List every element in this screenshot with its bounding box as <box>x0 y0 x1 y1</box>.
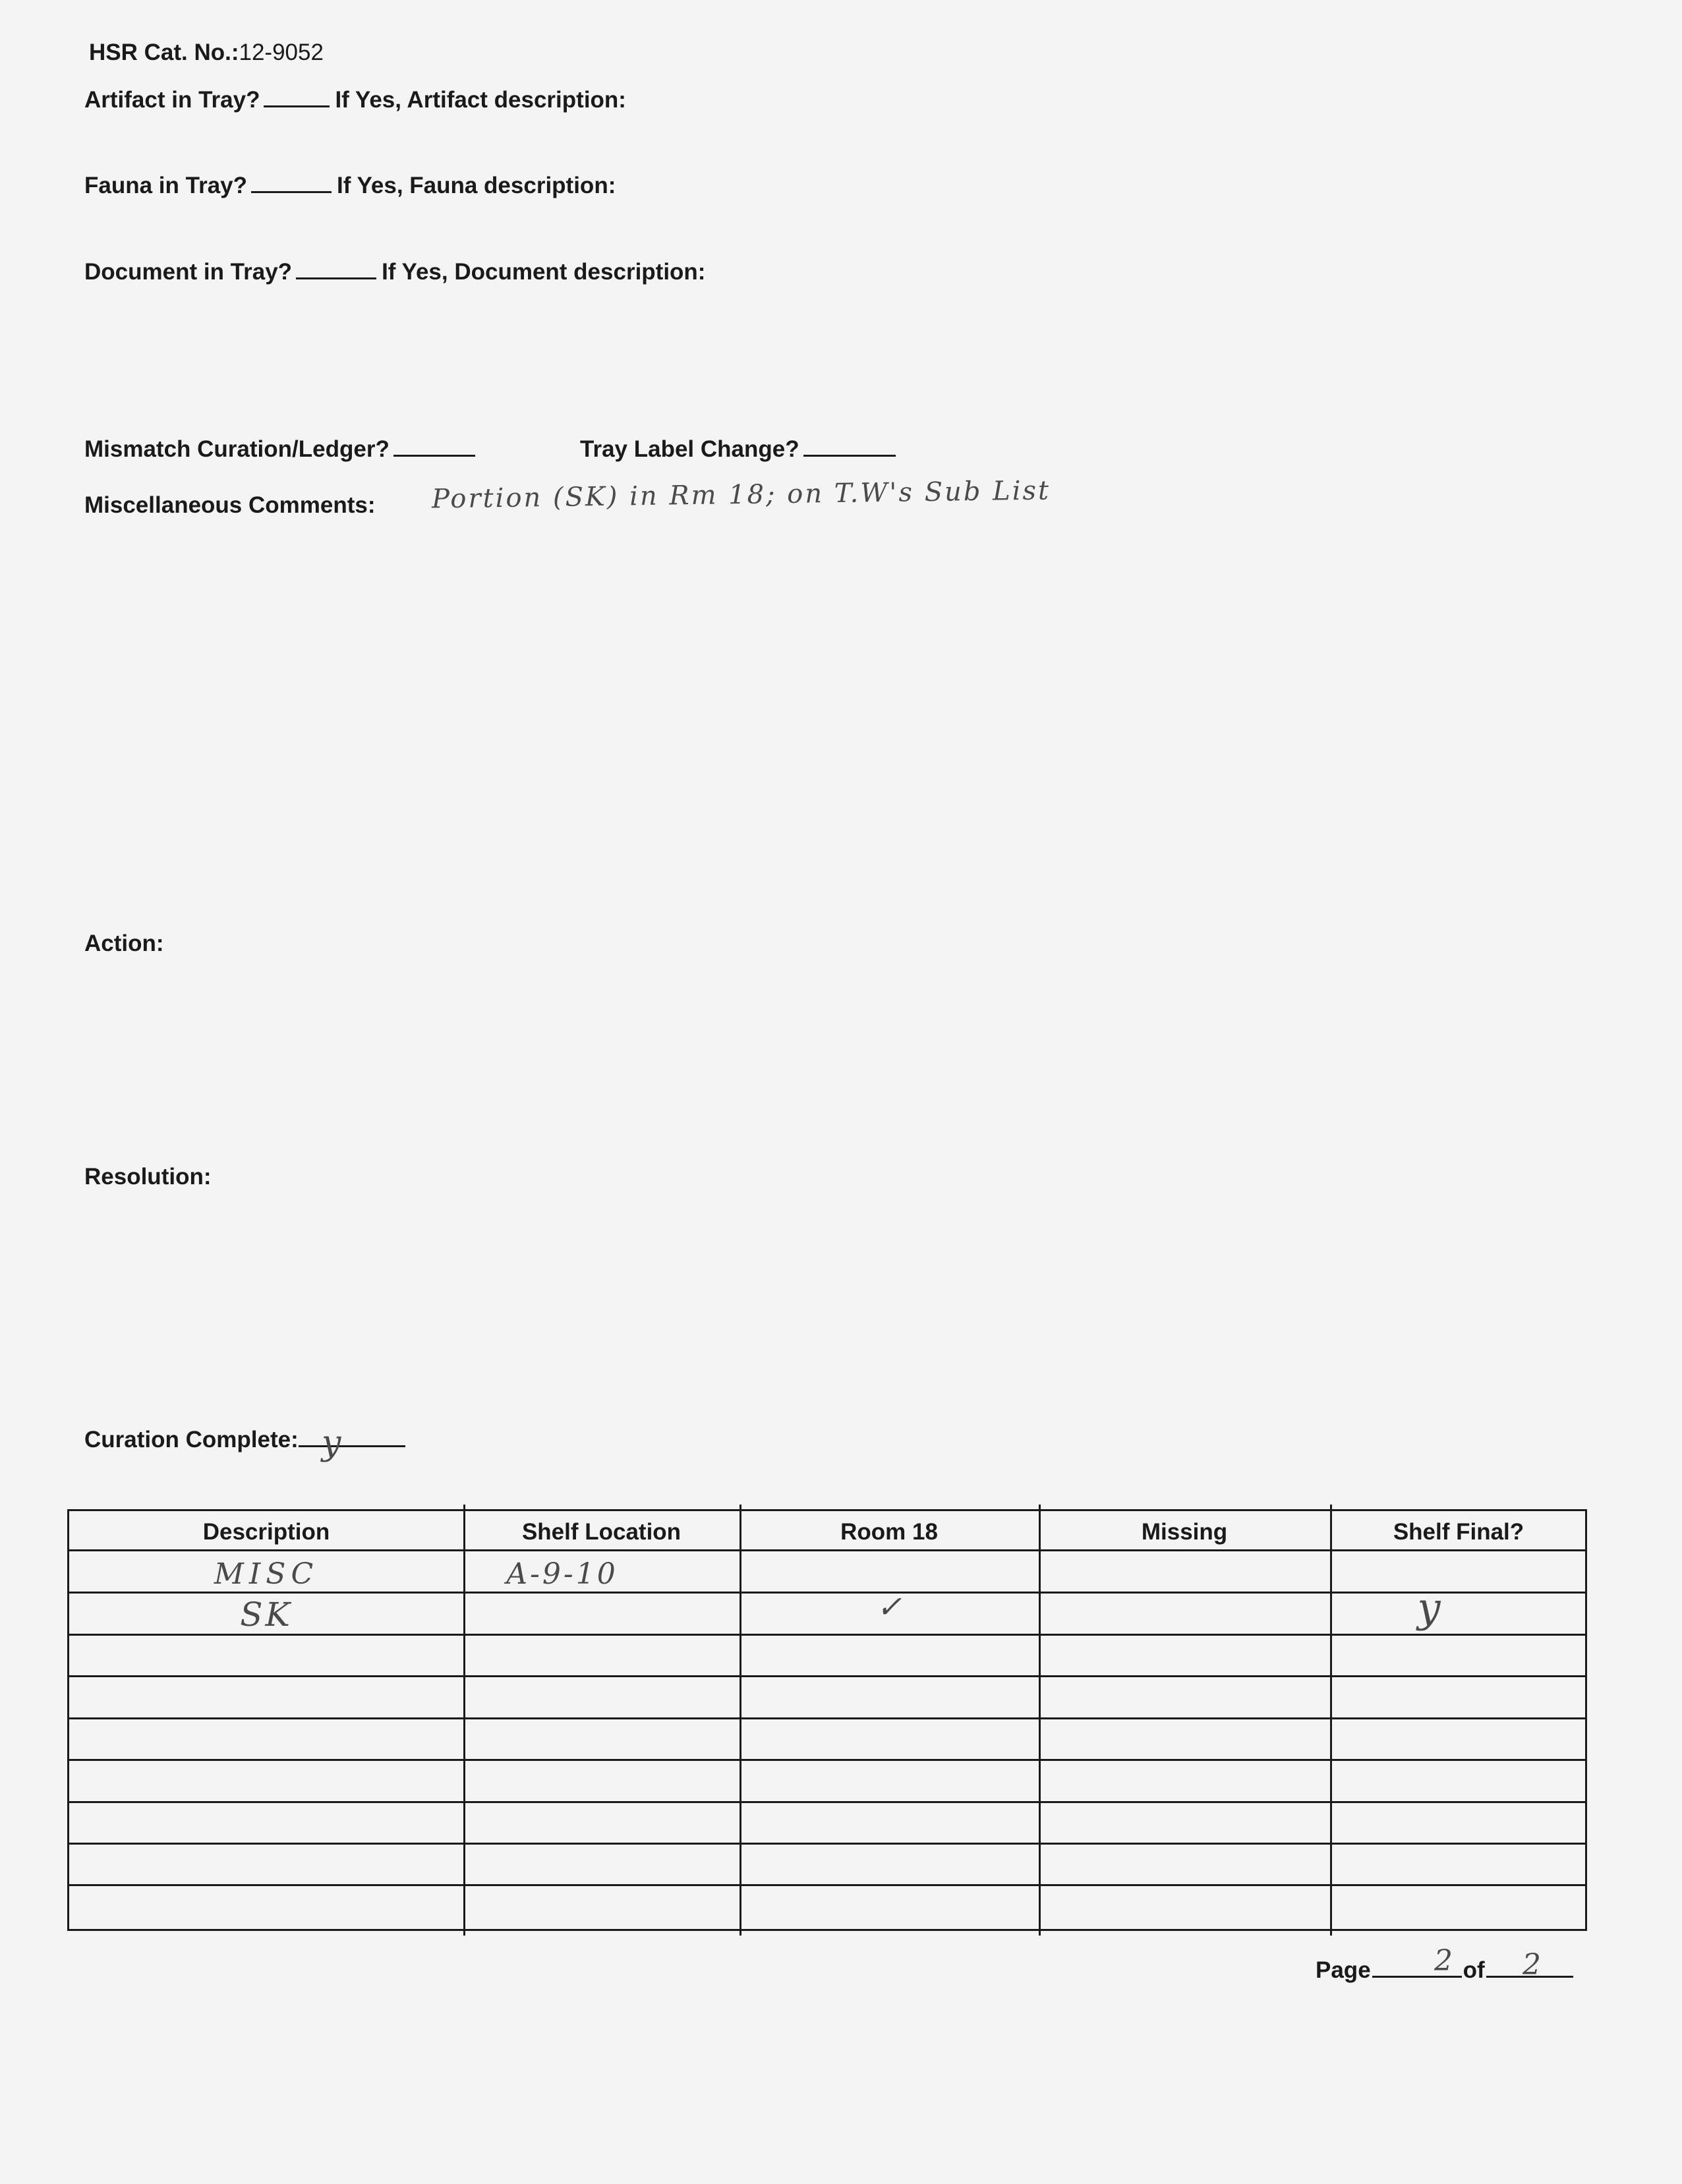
header-room-18: Room 18 <box>840 1519 938 1545</box>
row2-shelf-final: y <box>1417 1584 1441 1632</box>
comments-label: Miscellaneous Comments: <box>84 492 376 518</box>
table-column-divider <box>1330 1505 1332 1936</box>
curation-complete-value: y <box>322 1423 341 1463</box>
comments-handwritten: Portion (SK) in Rm 18; on T.W's Sub List <box>431 475 1051 515</box>
row1-shelf-location: A-9-10 <box>506 1557 618 1591</box>
of-value: 2 <box>1522 1948 1541 1982</box>
table-column-divider <box>740 1505 741 1936</box>
curation-complete-label: Curation Complete: <box>84 1427 299 1452</box>
artifact-line <box>84 87 626 113</box>
mismatch-answer-blank[interactable] <box>393 451 475 457</box>
table-row-line <box>69 1717 1585 1719</box>
resolution-label: Resolution: <box>84 1164 212 1190</box>
artifact-question: Artifact in Tray? <box>84 87 260 113</box>
table-row-line <box>69 1759 1585 1761</box>
document-answer-blank[interactable] <box>296 273 376 279</box>
curation-complete-blank[interactable] <box>299 1441 405 1447</box>
artifact-description-label: If Yes, Artifact description: <box>335 87 626 113</box>
table-row-line <box>69 1843 1585 1845</box>
table-row-line <box>69 1884 1585 1886</box>
row2-description: SK <box>240 1595 293 1634</box>
of-label: of <box>1463 1957 1485 1983</box>
table-column-divider <box>1039 1505 1041 1936</box>
page-value: 2 <box>1434 1944 1453 1978</box>
document-question: Document in Tray? <box>84 259 293 285</box>
artifact-answer-blank[interactable] <box>264 101 330 107</box>
tray-label-line <box>580 436 901 463</box>
header-shelf-final: Shelf Final? <box>1393 1519 1524 1545</box>
fauna-description-label: If Yes, Fauna description: <box>337 173 616 198</box>
cat-number-value: 12-9052 <box>239 40 324 65</box>
inventory-table <box>67 1509 1587 1931</box>
curation-complete-line <box>84 1427 411 1453</box>
mismatch-line <box>84 436 480 463</box>
table-row-line <box>69 1801 1585 1803</box>
fauna-question: Fauna in Tray? <box>84 173 247 198</box>
header-shelf-location: Shelf Location <box>521 1519 682 1545</box>
row2-room18-check: ✓ <box>876 1589 902 1624</box>
mismatch-question: Mismatch Curation/Ledger? <box>84 436 390 462</box>
table-row-line <box>69 1675 1585 1677</box>
row1-description: MISC <box>214 1557 319 1591</box>
tray-label-answer-blank[interactable] <box>803 451 896 457</box>
page-label: Page <box>1316 1957 1371 1983</box>
document-description-label: If Yes, Document description: <box>382 259 706 285</box>
table-row-line <box>69 1634 1585 1636</box>
document-line <box>84 259 705 285</box>
cat-number-label: HSR Cat. No.: <box>89 40 239 65</box>
header-missing: Missing <box>1141 1519 1228 1545</box>
fauna-line <box>84 173 616 199</box>
fauna-answer-blank[interactable] <box>251 187 332 193</box>
cat-number-line <box>89 40 324 66</box>
action-label: Action: <box>84 931 164 956</box>
header-description: Description <box>202 1519 330 1545</box>
tray-label-question: Tray Label Change? <box>580 436 799 462</box>
